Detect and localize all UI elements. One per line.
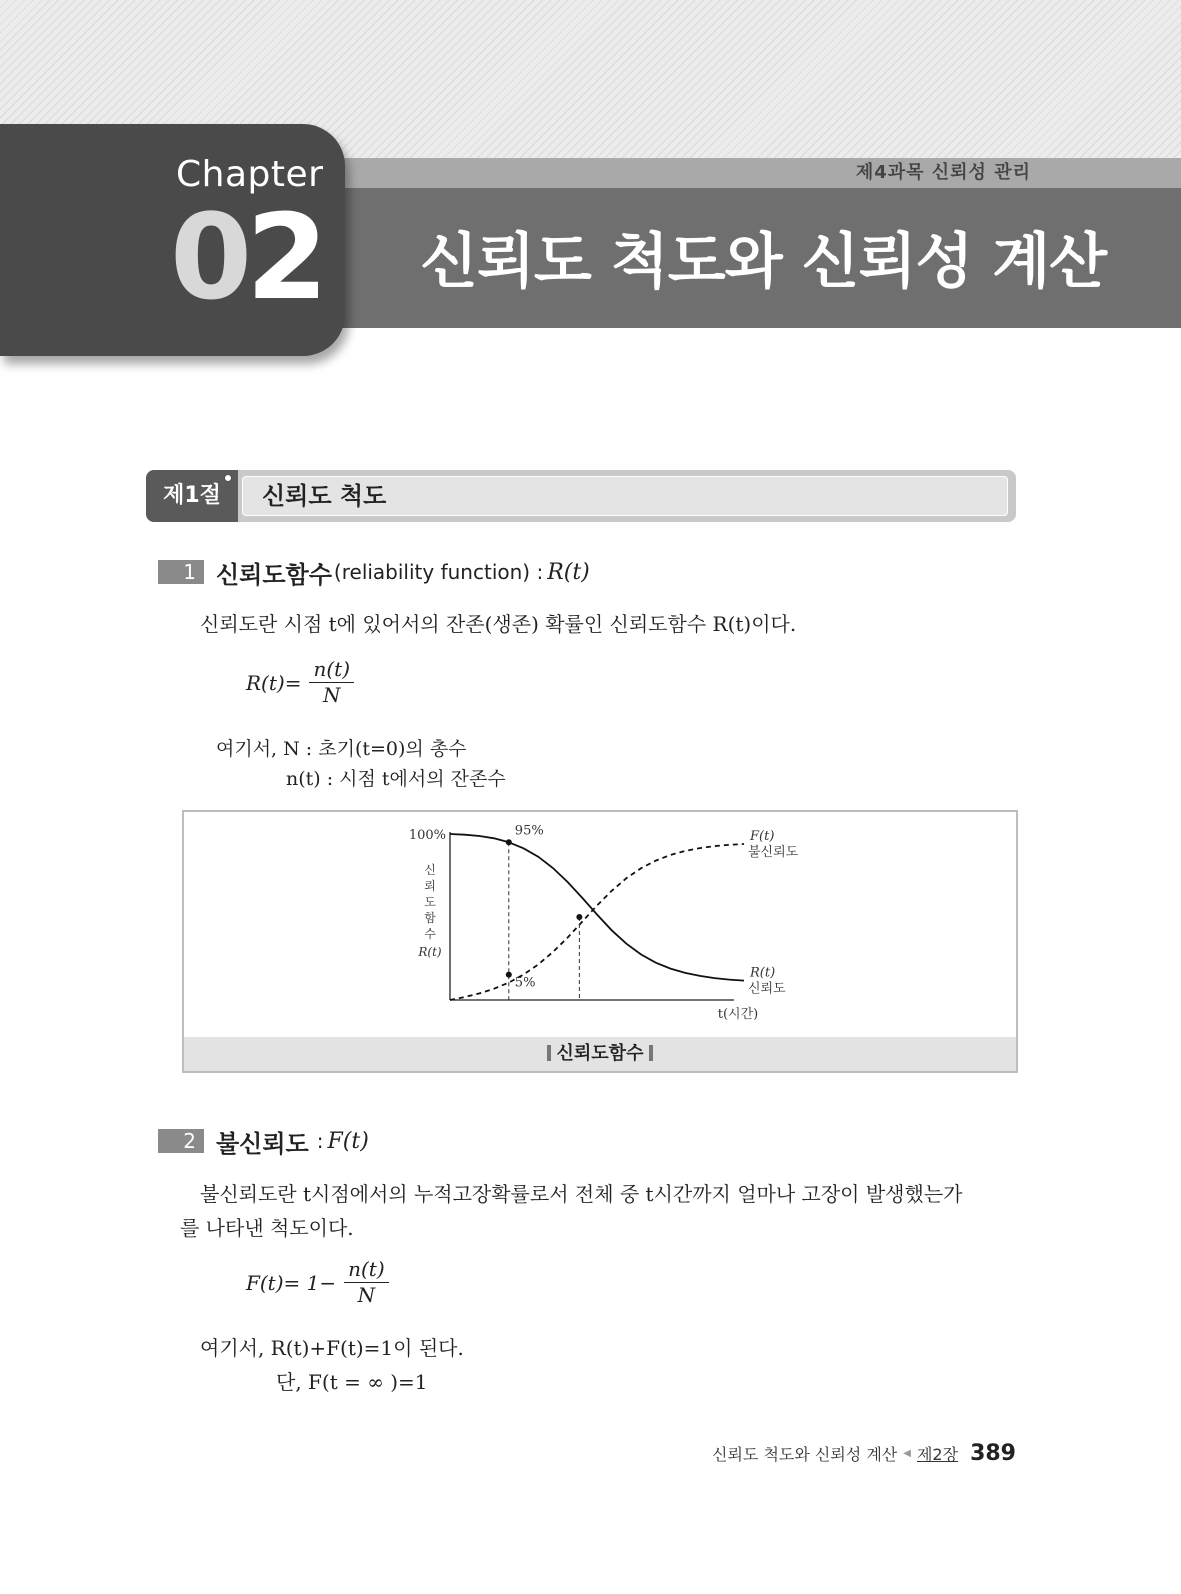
item2-definition-line2: 를 나타낸 척도이다. bbox=[180, 1216, 354, 1240]
item2-formula-numerator: n(t) bbox=[344, 1258, 389, 1283]
data-point-2 bbox=[506, 972, 512, 978]
y-label-char-5: 수 bbox=[424, 927, 436, 941]
chapter-title: 신뢰도 척도와 신뢰성 계산 bbox=[420, 227, 1107, 297]
item2-where-1: 여기서, R(t)+F(t)=1이 된다. bbox=[200, 1336, 464, 1360]
chapter-number-second-digit: 2 bbox=[246, 188, 323, 326]
section-tag: 제1절 bbox=[146, 470, 238, 522]
item2-formula-lhs: F(t)= 1− bbox=[246, 1270, 337, 1295]
item2-formula-denominator: N bbox=[357, 1283, 376, 1307]
data-point-3 bbox=[576, 914, 582, 920]
footer-chapter: 제2장 bbox=[916, 1444, 959, 1464]
series-sublabel-R(t): 신뢰도 bbox=[748, 981, 786, 997]
y-tick-100: 100% bbox=[408, 828, 446, 843]
item1-formula-numerator: n(t) bbox=[309, 658, 354, 683]
chapter-number-first-digit: 0 bbox=[170, 188, 247, 326]
figure-caption-text: 신뢰도함수 bbox=[556, 1043, 644, 1064]
series-label-F(t): F(t) bbox=[750, 828, 775, 844]
item1-formula-lhs: R(t)= bbox=[246, 670, 302, 695]
page-footer bbox=[712, 1438, 1016, 1468]
series-label-R(t): R(t) bbox=[750, 965, 776, 981]
subsection-1-heading bbox=[158, 555, 590, 589]
section-title: 신뢰도 척도 bbox=[262, 482, 387, 510]
reliability-figure bbox=[182, 810, 1018, 1073]
reliability-chart bbox=[184, 812, 1016, 1037]
subsection-1-title: 신뢰도함수 bbox=[216, 560, 332, 589]
page-number: 389 bbox=[970, 1440, 1016, 1466]
subsection-1-note: (reliability function) : bbox=[333, 560, 544, 584]
figure-caption bbox=[184, 1037, 1016, 1071]
point-label-5: 5% bbox=[514, 975, 536, 991]
footer-marker-icon: ◀ bbox=[903, 1447, 911, 1459]
subsection-1-symbol: R(t) bbox=[547, 559, 590, 585]
item1-formula bbox=[246, 658, 354, 707]
section-bar bbox=[146, 470, 1016, 522]
y-label-char-4: 함 bbox=[424, 911, 436, 925]
item2-formula-fraction bbox=[344, 1258, 389, 1307]
subsection-2-symbol: F(t) bbox=[327, 1128, 369, 1154]
y-label-symbol: R(t) bbox=[418, 945, 442, 959]
subsection-2-number: 2 bbox=[158, 1129, 204, 1153]
item1-where-2: n(t) : 시점 t에서의 잔존수 bbox=[286, 768, 506, 790]
y-label-char-1: 신 bbox=[424, 863, 436, 877]
chapter-number bbox=[170, 188, 323, 326]
item1-formula-fraction bbox=[309, 658, 354, 707]
item2-formula bbox=[246, 1258, 389, 1307]
y-label-char-3: 도 bbox=[424, 895, 436, 909]
x-axis-label: t(시간) bbox=[717, 1007, 759, 1022]
subsection-1-number: 1 bbox=[158, 560, 204, 584]
y-label-char-2: 뢰 bbox=[424, 879, 436, 893]
subsection-2-title: 불신뢰도 bbox=[216, 1129, 309, 1158]
chapter-word: Chapter bbox=[176, 154, 324, 195]
caption-right-bar-mark bbox=[649, 1045, 653, 1061]
item1-definition: 신뢰도란 시점 t에 있어서의 잔존(생존) 확률인 신뢰도함수 R(t)이다. bbox=[200, 612, 797, 636]
point-label-95: 95% bbox=[514, 823, 544, 839]
item2-where-2: 단, F(t = ∞ )=1 bbox=[276, 1370, 428, 1394]
item2-definition-line1: 불신뢰도란 t시점에서의 누적고장확률로서 전체 중 t시간까지 얼마나 고장이 발생했는가 bbox=[200, 1182, 963, 1206]
footer-title: 신뢰도 척도와 신뢰성 계산 bbox=[711, 1444, 898, 1464]
series-sublabel-F(t): 불신뢰도 bbox=[748, 844, 799, 860]
series-reliability-line bbox=[450, 834, 744, 981]
subject-bar bbox=[330, 158, 1181, 188]
item1-formula-denominator: N bbox=[322, 683, 341, 707]
caption-left-bar-mark bbox=[547, 1045, 551, 1061]
section-dot-icon bbox=[224, 474, 232, 482]
item1-where-1: 여기서, N : 초기(t=0)의 총수 bbox=[216, 738, 467, 760]
subsection-2-note: : bbox=[316, 1129, 324, 1153]
subsection-2-heading bbox=[158, 1124, 369, 1158]
subject-label: 제4과목 신뢰성 관리 bbox=[855, 162, 1031, 183]
data-point-1 bbox=[506, 839, 512, 845]
